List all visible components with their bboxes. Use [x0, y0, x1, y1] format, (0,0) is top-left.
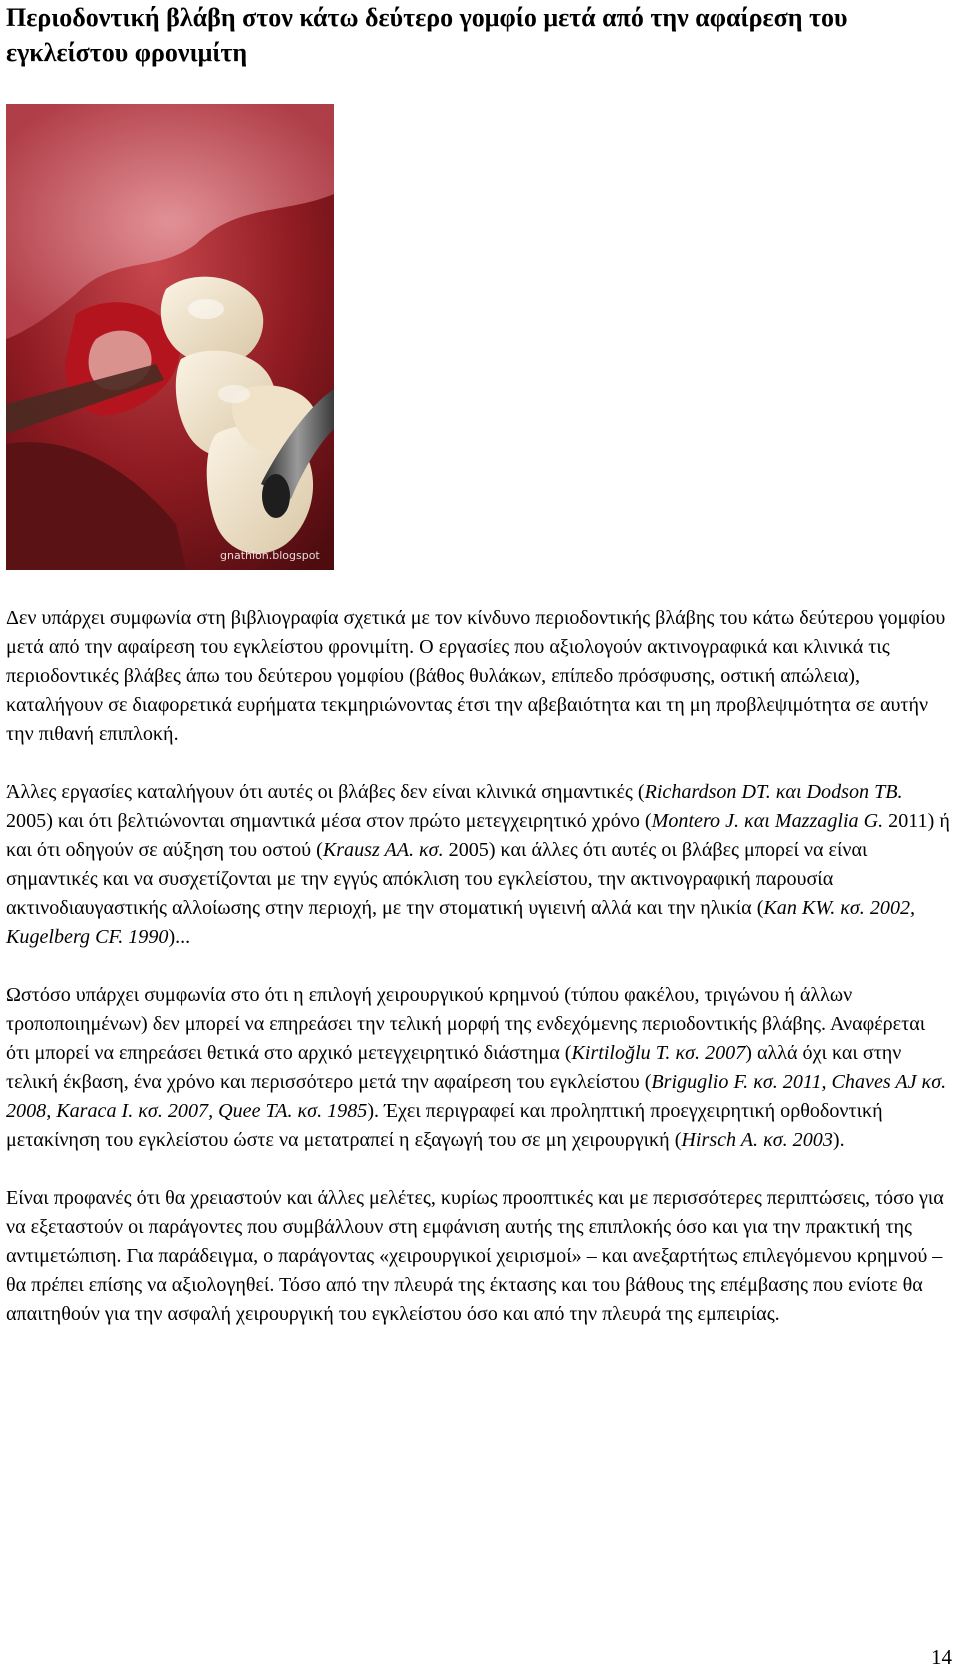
paragraph	[6, 778, 951, 952]
paragraph	[6, 1184, 951, 1329]
clinical-photo	[6, 104, 334, 570]
paragraph	[6, 604, 951, 749]
paragraph-text: Δεν υπάρχει συμφωνία στη βιβλιογραφία σχετικά με τον κίνδυνο περιοδοντικής βλάβης του κάτω δεύτερου γομφίου μετά από την αφαίρεση του εγκλείστου φρονιμίτη. Ο εργασίες που αξιολογούν ακτινογραφικά και κλινικά τις περιοδοντικές βλάβες άπω του δεύτερου γομφίου (βάθος θυλάκων, επίπεδο πρόσφυσης, οστική απώλεια), καταλήγουν σε διαφορετικά ευρήματα τεκμηριώνοντας έτσι την αβεβαιότητα και τη μη προβλεψιμότητα σε αυτήν την πιθανή επιπλοκή.	[6, 607, 946, 745]
paragraph	[6, 981, 951, 1155]
citation-text: Richardson DT. και Dodson TB.	[644, 781, 903, 803]
article-body	[6, 604, 951, 1358]
paragraph-text: ) αλλά όχι και στην τελική έκβαση, ένα χρόνο και περισσότερο μετά την αφαίρεση του εγκλείστου (	[6, 1042, 902, 1093]
paragraph-text: ).	[832, 1129, 845, 1151]
paragraph-text: 2005) και ότι βελτιώνονται σημαντικά μέσα στον πρώτο μετεγχειρητικό χρόνο (	[6, 810, 652, 832]
paragraph-text: Ωστόσο υπάρχει συμφωνία στο ότι η επιλογή χειρουργικού κρημνού (τύπου φακέλου, τριγώνου ή άλλων τροποποιημένων) δεν μπορεί να επηρεάσει την τελική μορφή της ενδεχόμενης περιοδοντικής βλάβης. Αναφέρεται ότι μπορεί να επηρεάσει θετικά στο αρχικό μετεγχειρητικό διάστημα (	[6, 984, 926, 1064]
paragraph-text: ). Έχει περιγραφεί και προληπτική προεγχειρητική ορθοδοντική μετακίνηση του εγκλείστου ώστε να μετατραπεί η εξαγωγή του σε μη χειρουργική (	[6, 1100, 883, 1151]
citation-text: Montero J. και Mazzaglia G.	[651, 810, 884, 832]
citation-text: Kan KW. κσ. 2002, Kugelberg CF. 1990	[6, 897, 916, 948]
page-number: 14	[931, 1645, 952, 1669]
paragraph-text: 2005) και άλλες ότι αυτές οι βλάβες μπορεί να είναι σημαντικές και να συσχετίζονται με την εγγύς απόκλιση του εγκλείστου, την ακτινογραφική παρουσία ακτινοδιαυγαστικής αλλοίωσης στην περιοχή, με την στοματική υγιεινή αλλά και την ηλικία (	[6, 839, 868, 919]
page-title: Περιοδοντική βλάβη στον κάτω δεύτερο γομφίο μετά από την αφαίρεση του εγκλείστου φρονιμίτη	[6, 3, 848, 67]
paragraph-text: Άλλες εργασίες καταλήγουν ότι αυτές οι βλάβες δεν είναι κλινικά σημαντικές (	[6, 781, 645, 803]
paragraph-text: 2011) ή και ότι οδηγούν σε αύξηση του οστού (	[6, 810, 950, 861]
photo-watermark: gnathion.blogspot	[220, 549, 320, 562]
citation-text: Briguglio F. κσ. 2011, Chaves AJ κσ. 2008, Karaca I. κσ. 2007, Quee TA. κσ. 1985	[6, 1071, 947, 1122]
citation-text: Hirsch A. κσ. 2003	[681, 1129, 833, 1151]
citation-text: Krausz AA. κσ.	[322, 839, 444, 861]
citation-text: Kirtiloğlu T. κσ. 2007	[571, 1042, 746, 1064]
paragraph-text: )...	[168, 926, 191, 948]
paragraph-text: Είναι προφανές ότι θα χρειαστούν και άλλες μελέτες, κυρίως προοπτικές και με περισσότερες περιπτώσεις, τόσο για να εξεταστούν οι παράγοντες που συμβάλλουν στη εμφάνιση αυτής της επιπλοκής όσο και για την πρακτική της αντιμετώπιση. Για παράδειγμα, ο παράγοντας «χειρουργικοί χειρισμοί» – και ανεξαρτήτως επιλεγόμενου κρημνού – θα πρέπει επίσης να αξιολογηθεί. Τόσο από την πλευρά της έκτασης και του βάθους της επέμβασης που ενίοτε θα απαιτηθούν για την ασφαλή χειρουργική του εγκλείστου όσο και από την πλευρά της εμπειρίας.	[6, 1187, 944, 1325]
